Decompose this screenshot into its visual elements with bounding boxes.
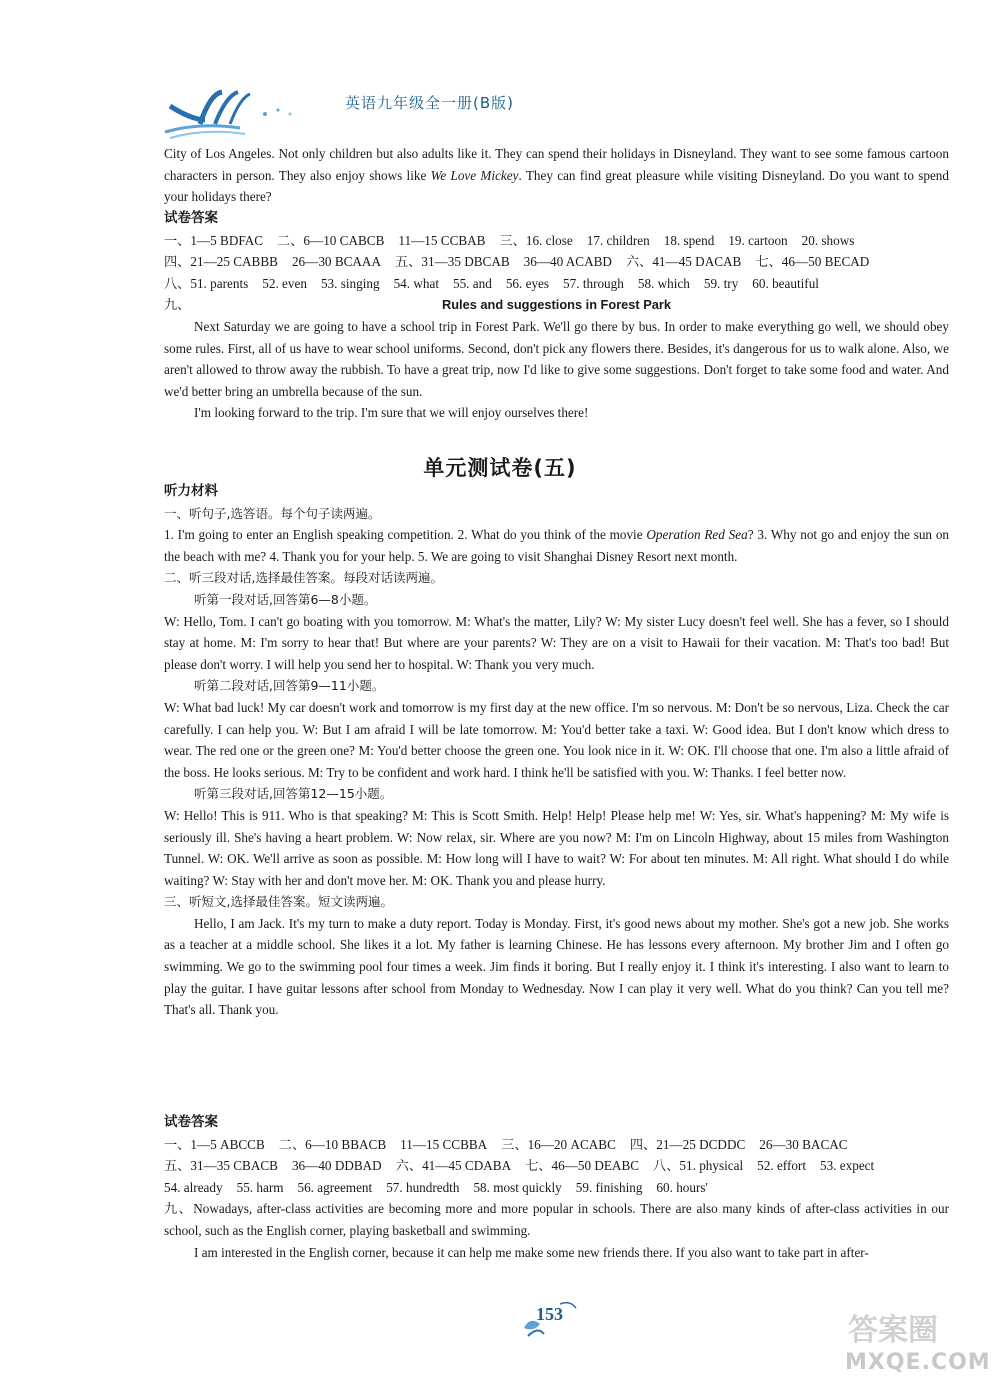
dialog3-text: W: Hello! This is 911. Who is that speaking? M: This is Scott Smith. Help! Help! Please help me! W: Yes, sir. What's happening? M: My wife is seriously ill. She's having a heart problem. W: Now relax, sir. Where are you now? M: I'm on Lincoln Highway, about 15 miles from Washington Tunnel. W: OK. We'll arrive as soon as possible. M: How long will I have to wait? W: For about ten minutes. M: All right. What should I do while waiting? W: Stay with her and don't move her. M: OK. Thank you and please hurry. bbox=[164, 807, 949, 888]
essay-paragraph: I'm looking forward to the trip. I'm sure that we will enjoy ourselves there! bbox=[194, 405, 589, 421]
part1-heading: 一、听句子,选答语。每个句子读两遍。 bbox=[164, 505, 381, 521]
dialog2-heading: 听第二段对话,回答第9—11小题。 bbox=[194, 678, 385, 694]
passage-text: Hello, I am Jack. It's my turn to make a duty report. Today is Monday. First, it's good news about my mother. She's got a new job. She works as a teacher at a middle school. She likes it a lot. My father is learning Chinese. He has lessons every afternoon. My brother Jim and I often go swimming. We go to the swimming pool four times a week. Jim finds it boring. But I really enjoy it. I think it's interesting. I also want to learn to play the guitar. I have guitar lessons after school from Monday to Wednesday. Now I can play it very well. What do you think? Can you tell me? That's all. Thank you. bbox=[164, 915, 949, 1018]
answer-line: 五、31—35 CBACB 36—40 DDBAD 六、41—45 CDABA 七、46—50 DEABC 八、51. physical 52. effort 53. expect bbox=[164, 1158, 875, 1174]
essay-paragraph: 九、Nowadays, after-class activities are becoming more and more popular in schools. There are also many kinds of after-class activities in our school, such as the English corner, playing basketball and swimming. bbox=[164, 1201, 949, 1238]
listening-heading: 听力材料 bbox=[164, 483, 218, 499]
answer-line: 八、51. parents 52. even 53. singing 54. what 55. and 56. eyes 57. through 58. which 59. try 60. beautiful bbox=[164, 275, 819, 291]
essay-label: 九、 bbox=[164, 297, 191, 313]
essay-title: Rules and suggestions in Forest Park bbox=[442, 297, 671, 313]
watermark-logo: 答案圈 bbox=[848, 1313, 938, 1348]
paragraph-text-before: City of Los Angeles. Not only children but also adults like it. They can spend their holidays in Disneyland. They want to see some famous cartoon characters in person. They also enjoy shows like bbox=[164, 146, 949, 183]
book-logo-icon bbox=[160, 84, 310, 142]
essay-title-row bbox=[164, 294, 949, 316]
section1-answers bbox=[164, 208, 949, 424]
essay-paragraph: Next Saturday we are going to have a school trip in Forest Park. We'll go there by bus. In order to make everything go well, we should obey some rules. First, all of us have to wear school uniforms. Second, don't pick any flowers there. Besides, it's dangerous for us to walk alone. Also, we aren't allowed to throw away the rubbish. To have a great trip, now I'd like to give some suggestions. Don't forget to take some food and water. And we'd better bring an umbrella because of the sun. bbox=[164, 318, 949, 399]
continued-paragraph bbox=[164, 143, 949, 208]
movie-title: Operation Red Sea bbox=[646, 527, 748, 543]
dialog2-text: W: What bad luck! My car doesn't work and tomorrow is my first day at the new office. I'm so nervous. M: Don't be so nervous, Liza. Check the car carefully. I can help you. W: But I am afraid I will be late tomorrow. M: You'd better take a taxi. W: Good idea. But I don't know which dress to wear. The red one or the green one? M: You'd better choose the green one. You look nice in it. W: OK. I'll choose that one. I'm also a little afraid of the boss. He looks serious. M: Try to be confident and work hard. I think he'll be satisfied with you. W: Thanks. I feel better now. bbox=[164, 699, 949, 780]
answer-line: 四、21—25 CABBB 26—30 BCAAA 五、31—35 DBCAB 36—40 ACABD 六、41—45 DACAB 七、46—50 BECAD bbox=[164, 254, 870, 270]
part3-heading: 三、听短文,选择最佳答案。短文读两遍。 bbox=[164, 894, 393, 910]
answers-heading: 试卷答案 bbox=[164, 210, 218, 226]
page-header bbox=[160, 84, 580, 144]
dialog1-text: W: Hello, Tom. I can't go boating with you tomorrow. M: What's the matter, Lily? W: My sister Lucy doesn't feel well. She has a fever, so I should stay at home. M: I'm sorry to hear that! But where are your parents? W: They are on a visit to Hawaii for their vacation. M: That's too bad! But please don't worry. I will help you send her to hospital. W: Thank you very much. bbox=[164, 613, 949, 672]
paragraph-text-after: . They can find great pleasure while visiting Disneyland. Do you want to spend your holidays there? bbox=[164, 167, 949, 205]
answers-heading: 试卷答案 bbox=[164, 1114, 218, 1130]
essay-paragraph: I am interested in the English corner, because it can help me make some new friends there. If you also want to take part in after- bbox=[194, 1244, 869, 1260]
watermark-text: MXQE.COM bbox=[845, 1350, 991, 1375]
section2-answers bbox=[164, 1112, 949, 1263]
dialog1-heading: 听第一段对话,回答第6—8小题。 bbox=[194, 591, 377, 607]
part1-sentences: 1. I'm going to enter an English speaking competition. 2. What do you think of the movie Operation Red Sea? 3. Why not go and enjoy the sun on the beach with me? 4. Thank you for your help. 5. We are going to visit Shanghai Disney Resort next month. bbox=[164, 527, 950, 564]
answer-line: 54. already 55. harm 56. agreement 57. hundredth 58. most quickly 59. finishing 60. hours' bbox=[164, 1179, 708, 1195]
answer-line: 一、1—5 ABCCB 二、6—10 BBACB 11—15 CCBBA 三、16—20 ACABC 四、21—25 DCDDC 26—30 BACAC bbox=[164, 1136, 848, 1152]
part2-heading: 二、听三段对话,选择最佳答案。每段对话读两遍。 bbox=[164, 570, 443, 586]
unit-title: 单元测试卷(五) bbox=[423, 456, 577, 480]
listening-materials bbox=[164, 481, 949, 1021]
dialog3-heading: 听第三段对话,回答第12—15小题。 bbox=[194, 786, 393, 802]
book-title: 英语九年级全一册(B版) bbox=[345, 94, 514, 112]
answer-line: 一、1—5 BDFAC 二、6—10 CABCB 11—15 CCBAB 三、16. close 17. children 18. spend 19. cartoon 20. shows bbox=[164, 232, 855, 248]
show-title: We Love Mickey bbox=[430, 167, 519, 183]
page-number: 153 bbox=[536, 1304, 563, 1324]
